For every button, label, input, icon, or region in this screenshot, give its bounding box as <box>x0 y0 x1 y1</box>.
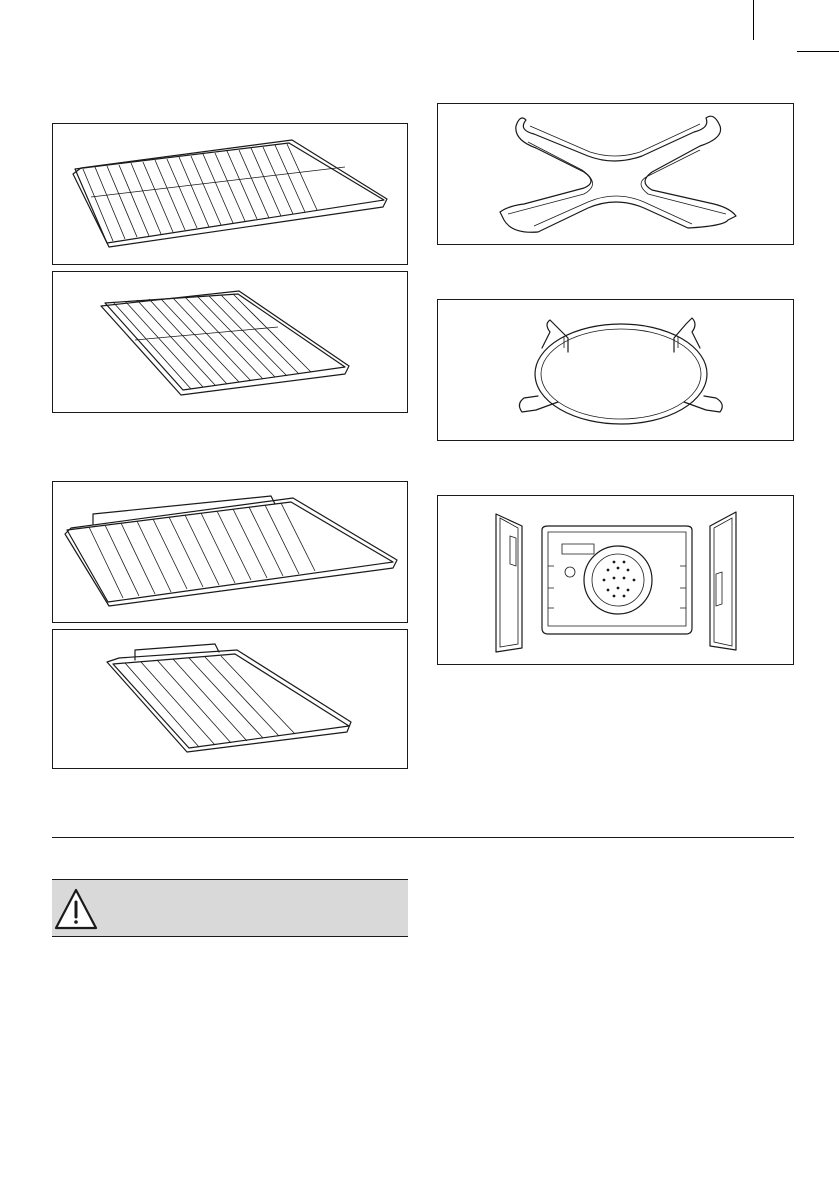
figure-grill-rack-large <box>52 481 408 623</box>
figure-grill-rack-small <box>52 629 408 769</box>
figure-wire-shelf-large <box>52 123 408 265</box>
oven-cavity-icon <box>438 496 795 666</box>
figure-wok-support-ring <box>437 299 794 441</box>
crop-mark <box>753 0 754 40</box>
warning-box <box>52 879 408 937</box>
wok-support-icon <box>438 104 795 246</box>
grill-rack-icon <box>53 482 409 624</box>
wok-support-icon <box>438 300 795 442</box>
figure-wok-support-x <box>437 103 794 245</box>
figure-oven-catalytic-panels <box>437 495 794 665</box>
section-divider <box>52 837 794 838</box>
warning-triangle-icon <box>52 886 100 932</box>
figure-wire-shelf-small <box>52 271 408 413</box>
wire-shelf-icon <box>53 272 409 414</box>
wire-shelf-icon <box>53 124 409 266</box>
grill-rack-icon <box>53 630 409 770</box>
crop-mark <box>797 51 839 52</box>
